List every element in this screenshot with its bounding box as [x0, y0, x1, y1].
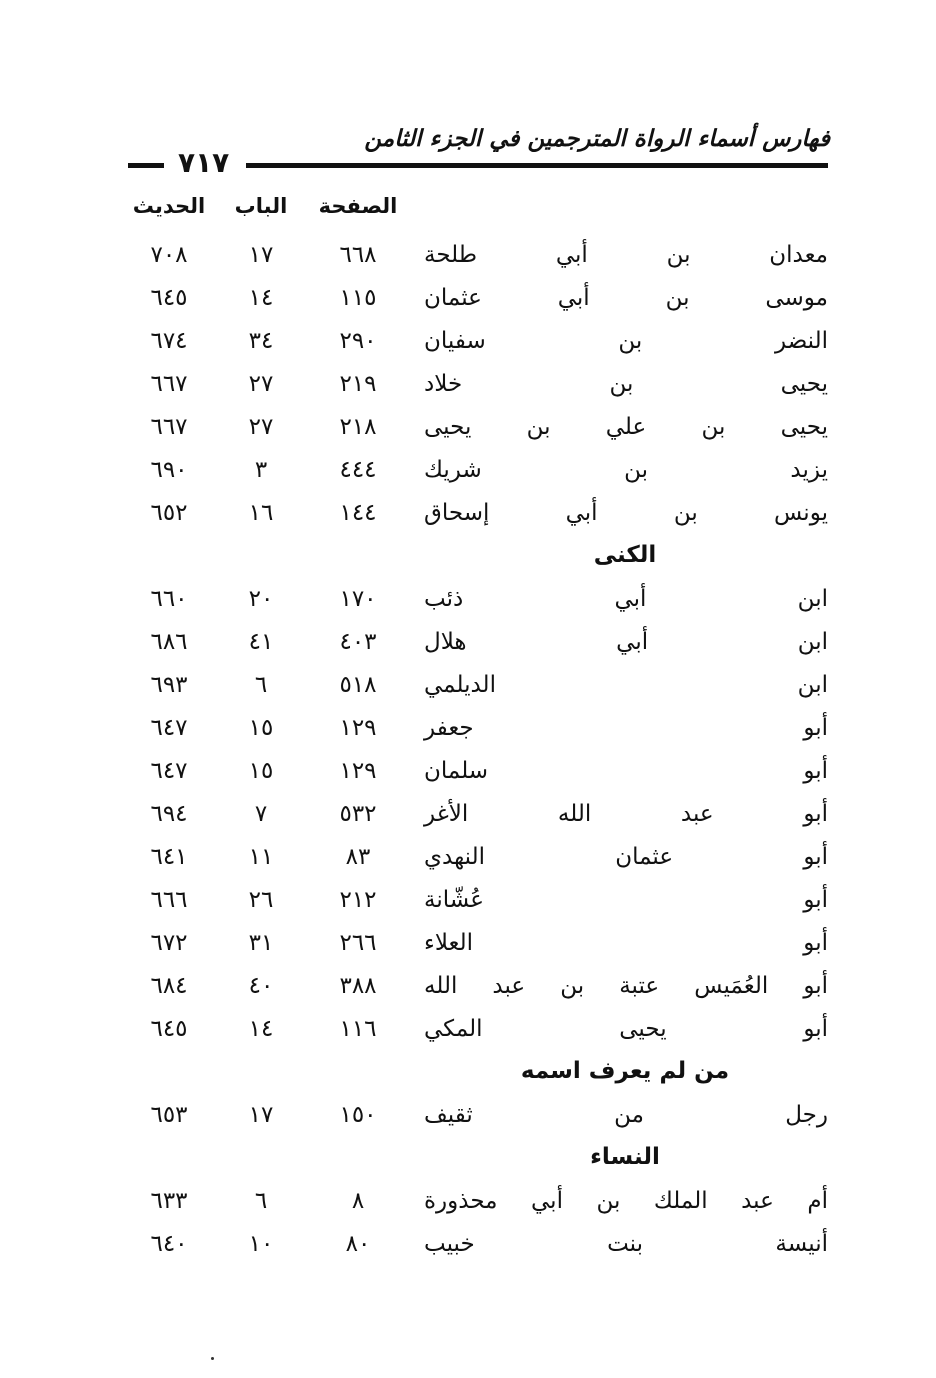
section-title: الكنى: [593, 542, 657, 568]
entry-page: ٨٠: [345, 1231, 371, 1257]
entry-name: أبو جعفر: [424, 715, 828, 741]
entry-hadith: ٦٣٣: [150, 1188, 188, 1214]
entry-page: ١٤٤: [339, 500, 377, 526]
entry-chapter: ٣٤: [248, 328, 274, 354]
entry-page: ١١٥: [339, 285, 377, 311]
table-row: [0, 279, 936, 322]
entry-page: ١١٦: [339, 1016, 377, 1042]
entry-chapter: ٣: [254, 457, 268, 483]
entry-chapter: ١٠: [248, 1231, 274, 1257]
entry-name: أبو عبد الله الأغر: [424, 801, 828, 827]
table-row: [0, 365, 936, 408]
running-title: فهارس أسماء الرواة المترجمين في الجزء الثامن: [364, 126, 830, 152]
speck: [211, 1357, 214, 1360]
entry-hadith: ٦٤٧: [150, 758, 188, 784]
entry-name: ابن أبي ذئب: [424, 586, 828, 612]
table-row: [0, 795, 936, 838]
entry-page: ١٧٠: [339, 586, 377, 612]
entry-chapter: ٢٦: [248, 887, 274, 913]
table-row: [0, 838, 936, 881]
entry-hadith: ٦٤١: [150, 844, 188, 870]
entry-hadith: ٦٤٥: [150, 285, 188, 311]
entry-hadith: ٦٥٣: [150, 1102, 188, 1128]
section-title: من لم يعرف اسمه: [520, 1058, 730, 1084]
table-row: [0, 881, 936, 924]
entry-chapter: ٢٠: [248, 586, 274, 612]
entry-chapter: ١٧: [248, 1102, 274, 1128]
entry-page: ٥١٨: [339, 672, 377, 698]
entry-name: أبو العلاء: [424, 930, 828, 956]
entry-page: ١٢٩: [339, 715, 377, 741]
entry-hadith: ٦٧٤: [150, 328, 188, 354]
entry-chapter: ٤١: [248, 629, 274, 655]
entry-name: أم عبد الملك بن أبي محذورة: [424, 1188, 828, 1214]
table-row: [0, 967, 936, 1010]
entry-page: ٥٣٢: [339, 801, 377, 827]
entry-hadith: ٦٦٠: [150, 586, 188, 612]
column-header-page: الصفحة: [318, 194, 398, 218]
entry-chapter: ٤٠: [248, 973, 274, 999]
entry-hadith: ٦٦٧: [150, 371, 188, 397]
entry-hadith: ٦٥٢: [150, 500, 188, 526]
entry-name: يونس بن أبي إسحاق: [424, 500, 828, 526]
table-row: [0, 666, 936, 709]
entry-name: يحيى بن خلاد: [424, 371, 828, 397]
entry-hadith: ٦٩٣: [150, 672, 188, 698]
table-row: [0, 1182, 936, 1225]
entry-chapter: ٧: [254, 801, 268, 827]
table-row: [0, 1225, 936, 1268]
entry-chapter: ٦: [254, 1188, 268, 1214]
entry-chapter: ١٤: [248, 285, 274, 311]
entry-hadith: ٧٠٨: [150, 242, 188, 268]
entry-name: يزيد بن شريك: [424, 457, 828, 483]
entry-page: ٣٨٨: [339, 973, 377, 999]
table-row: [0, 236, 936, 279]
table-row: [0, 623, 936, 666]
entry-chapter: ١١: [248, 844, 274, 870]
section-title: النساء: [590, 1144, 660, 1170]
entry-chapter: ٢٧: [248, 371, 274, 397]
table-row: [0, 408, 936, 451]
entry-name: أبو سلمان: [424, 758, 828, 784]
entry-hadith: ٦٨٦: [150, 629, 188, 655]
entry-hadith: ٦٤٥: [150, 1016, 188, 1042]
entry-name: موسى بن أبي عثمان: [424, 285, 828, 311]
table-row: [0, 322, 936, 365]
table-row: [0, 924, 936, 967]
entry-hadith: ٦٦٧: [150, 414, 188, 440]
entry-page: ١٢٩: [339, 758, 377, 784]
entry-page: ٢١٨: [339, 414, 377, 440]
entry-name: ابن الديلمي: [424, 672, 828, 698]
entry-chapter: ١٤: [248, 1016, 274, 1042]
entry-page: ٢١٢: [339, 887, 377, 913]
entry-page: ٤٠٣: [339, 629, 377, 655]
entry-chapter: ٢٧: [248, 414, 274, 440]
table-row: [0, 1096, 936, 1139]
entry-name: رجل من ثقيف: [424, 1102, 828, 1128]
entry-name: معدان بن أبي طلحة: [424, 242, 828, 268]
entry-chapter: ١٥: [248, 758, 274, 784]
entry-name: النضر بن سفيان: [424, 328, 828, 354]
entry-hadith: ٦٧٢: [150, 930, 188, 956]
entry-page: ٤٤٤: [339, 457, 377, 483]
entry-page: ٨: [351, 1188, 365, 1214]
column-header-chapter: الباب: [234, 194, 288, 218]
table-row: [0, 494, 936, 537]
table-row: [0, 580, 936, 623]
entry-page: ٢٩٠: [339, 328, 377, 354]
entry-name: أبو العُمَيس عتبة بن عبد الله: [424, 973, 828, 999]
entry-chapter: ١٦: [248, 500, 274, 526]
entry-page: ٨٣: [345, 844, 371, 870]
entry-name: أبو عُشّانة: [424, 887, 828, 913]
entry-hadith: ٦٨٤: [150, 973, 188, 999]
entry-page: ٢٦٦: [339, 930, 377, 956]
table-row: [0, 709, 936, 752]
entry-name: يحيى بن علي بن يحيى: [424, 414, 828, 440]
entry-name: أبو يحيى المكي: [424, 1016, 828, 1042]
entry-name: ابن أبي هلال: [424, 629, 828, 655]
entry-page: ١٥٠: [339, 1102, 377, 1128]
entry-page: ٢١٩: [339, 371, 377, 397]
table-row: [0, 752, 936, 795]
entry-name: أبو عثمان النهدي: [424, 844, 828, 870]
entry-page: ٦٦٨: [339, 242, 377, 268]
entry-chapter: ٣١: [248, 930, 274, 956]
entry-chapter: ١٥: [248, 715, 274, 741]
entry-hadith: ٦٦٦: [150, 887, 188, 913]
table-row: [0, 451, 936, 494]
page-number: ٧١٧: [178, 146, 230, 179]
column-header-hadith: الحديث: [132, 194, 206, 218]
entry-hadith: ٦٤٧: [150, 715, 188, 741]
header-rule: [246, 163, 828, 168]
entry-hadith: ٦٤٠: [150, 1231, 188, 1257]
table-row: [0, 1010, 936, 1053]
entry-name: أنيسة بنت خبيب: [424, 1231, 828, 1257]
entry-hadith: ٦٩٤: [150, 801, 188, 827]
page-number-dash: [128, 163, 164, 168]
entry-chapter: ١٧: [248, 242, 274, 268]
entry-hadith: ٦٩٠: [150, 457, 188, 483]
entry-chapter: ٦: [254, 672, 268, 698]
